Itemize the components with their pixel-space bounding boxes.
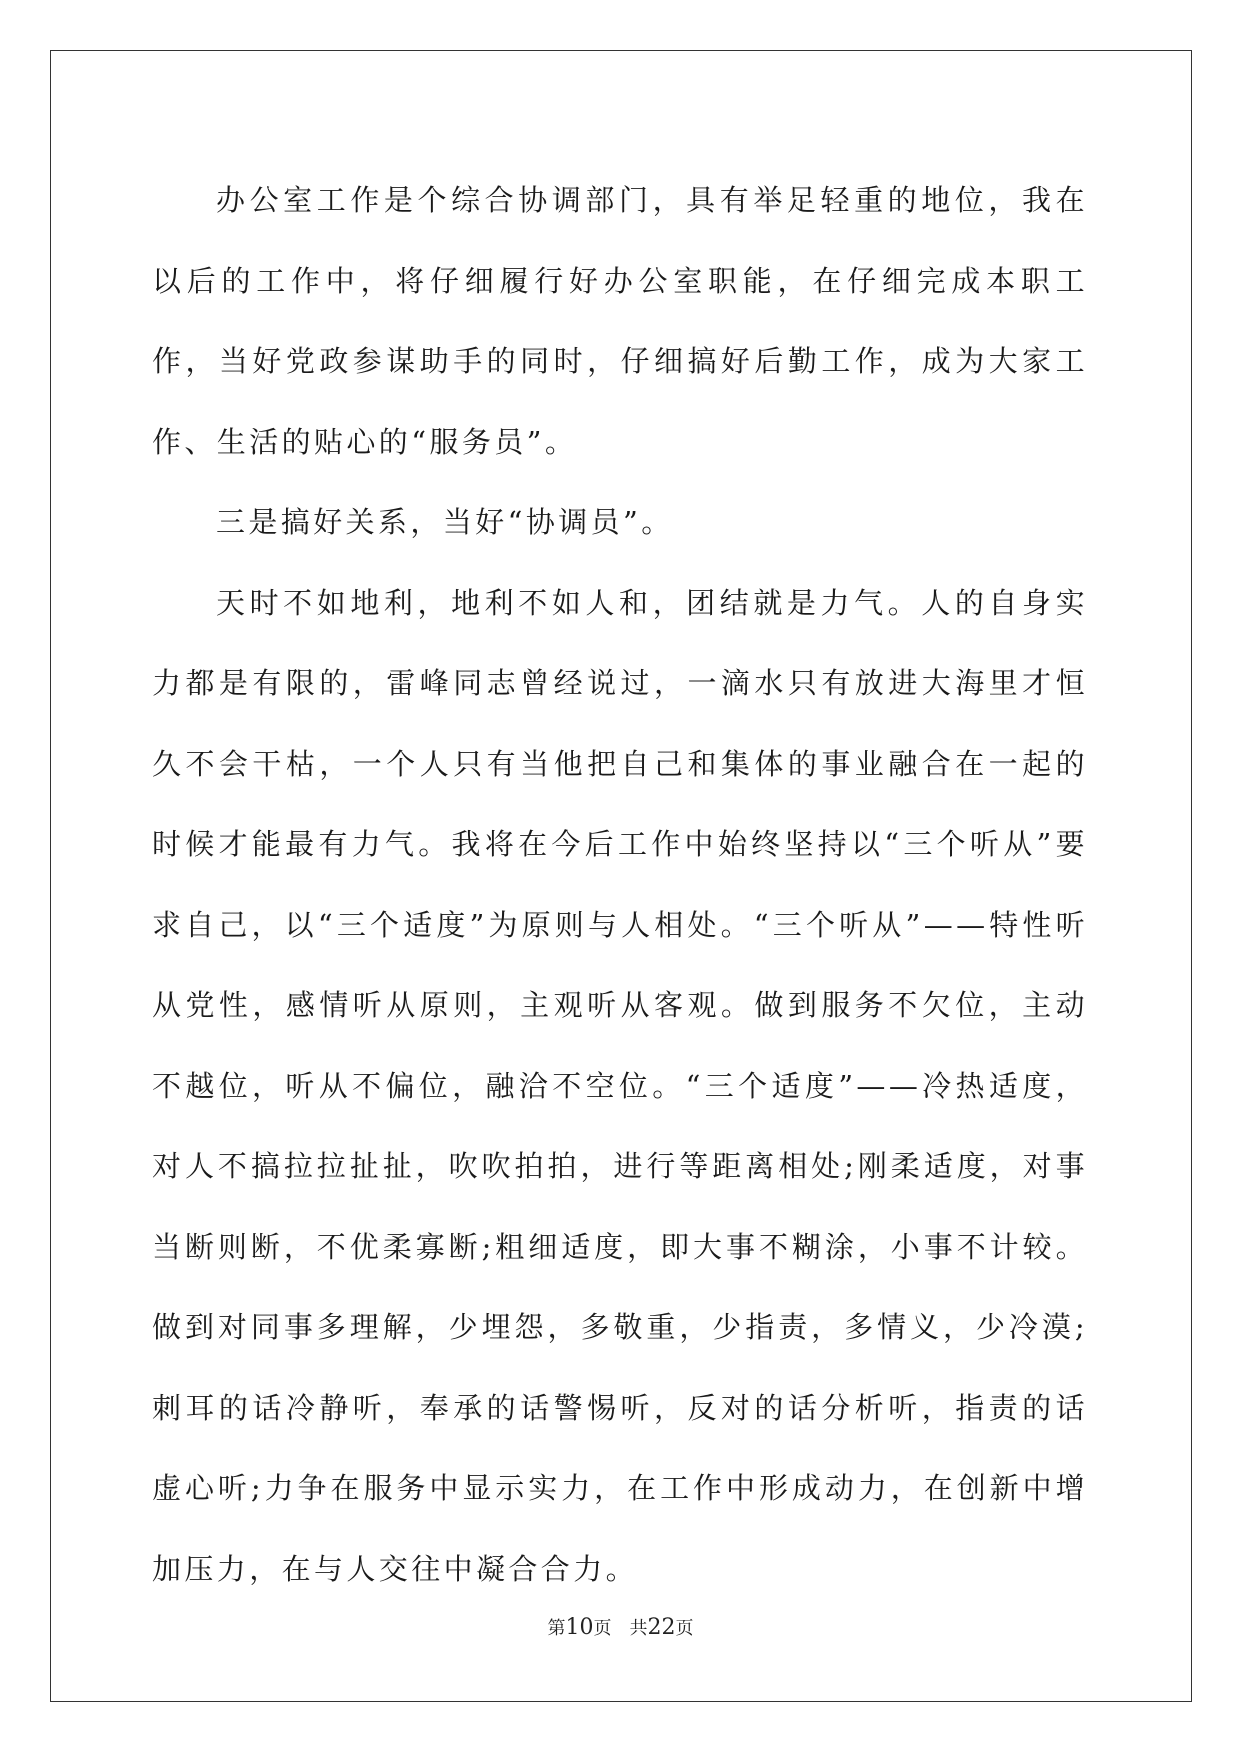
total-suffix: 页 [675, 1618, 694, 1639]
page-prefix: 第 [547, 1618, 566, 1639]
total-prefix: 共 [629, 1618, 648, 1639]
page-suffix: 页 [593, 1618, 612, 1639]
page-footer [0, 1614, 1241, 1640]
total-pages: 22 [647, 1615, 676, 1640]
page-number: 10 [565, 1615, 594, 1640]
paragraph-office-work: 办公室工作是个综合协调部门，具有举足轻重的地位，我在以后的工作中，将仔细履行好办公室职能，在仔细完成本职工作，当好党政参谋助手的同时，仔细搞好后勤工作，成为大家工作、生活的贴心的“服务员”。 [152, 183, 1088, 459]
document-body [152, 160, 1088, 1609]
paragraph-coordinator-heading: 三是搞好关系，当好“协调员”。 [216, 505, 674, 539]
paragraph-harmony: 天时不如地利，地利不如人和，团结就是力气。人的自身实力都是有限的，雷峰同志曾经说过，一滴水只有放进大海里才恒久不会干枯，一个人只有当他把自己和集体的事业融合在一起的时候才能最有力气。我将在今后工作中始终坚持以“三个听从”要求自己，以“三个适度”为原则与人相处。“三个听从”——特性听从党性，感情听从原则，主观听从客观。做到服务不欠位，主动不越位，听从不偏位，融洽不空位。“三个适度”——冷热适度，对人不搞拉拉扯扯，吹吹拍拍，进行等距离相处;刚柔适度，对事当断则断，不优柔寡断;粗细适度，即大事不糊涂，小事不计较。做到对同事多理解，少埋怨，多敬重，少指责，多情义，少冷漠;刺耳的话冷静听，奉承的话警惕听，反对的话分析听，指责的话虚心听;力争在服务中显示实力，在工作中形成动力，在创新中增加压力，在与人交往中凝合合力。 [152, 585, 1088, 1586]
